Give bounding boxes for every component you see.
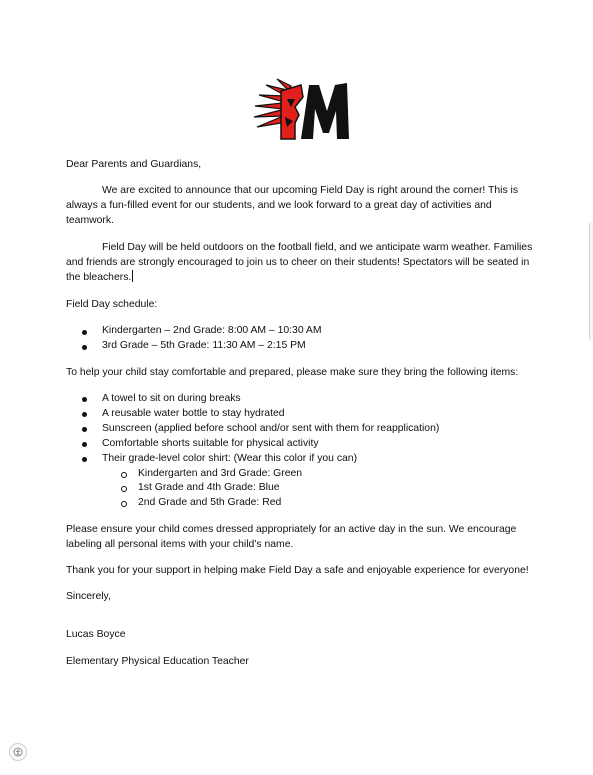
schedule-list [66, 324, 538, 354]
accessibility-icon [13, 747, 23, 757]
bullet-icon [82, 330, 87, 335]
list-item: Their grade-level color shirt: (Wear this color if you can) [66, 452, 538, 467]
schedule-heading: Field Day schedule: [66, 298, 158, 310]
circle-bullet-icon [121, 486, 127, 492]
paragraph-dress: Please ensure your child comes dressed appropriately for an active day in the sun. We encourage labeling all personal items with your child’s name. [66, 523, 517, 550]
list-item: 1st Grade and 4th Grade: Blue [66, 481, 538, 496]
list-item: Kindergarten – 2nd Grade: 8:00 AM – 10:30 AM [66, 324, 538, 339]
color-list [66, 467, 538, 512]
bullet-icon [82, 457, 87, 462]
circle-bullet-icon [121, 472, 127, 478]
list-item: A reusable water bottle to stay hydrated [66, 407, 538, 422]
paragraph-location[interactable]: Field Day will be held outdoors on the football field, and we anticipate warm weather. Families and friends are strongly encouraged to join us to cheer on their students! Spectators will be seated in the bleachers. [66, 241, 533, 284]
greeting: Dear Parents and Guardians, [66, 159, 202, 170]
signature-name: Lucas Boyce [66, 629, 126, 641]
bullet-icon [82, 412, 87, 417]
list-item: Kindergarten and 3rd Grade: Green [66, 467, 538, 482]
letter-body [66, 158, 538, 670]
closing: Sincerely, [66, 591, 111, 603]
school-logo-icon [251, 77, 351, 141]
items-list [66, 392, 538, 467]
list-item: 3rd Grade – 5th Grade: 11:30 AM – 2:15 PM [66, 339, 538, 354]
paragraph-thanks: Thank you for your support in helping make Field Day a safe and enjoyable experience for everyone! [66, 565, 529, 577]
signature-title: Elementary Physical Education Teacher [66, 655, 249, 667]
list-item: 2nd Grade and 5th Grade: Red [66, 496, 538, 511]
bullet-icon [82, 442, 87, 447]
list-item: Comfortable shorts suitable for physical activity [66, 437, 538, 452]
paragraph-intro: We are excited to announce that our upcoming Field Day is right around the corner! This is always a fun-filled event for our students, and we look forward to a great day of activities and teamwork. [66, 185, 519, 227]
items-intro: To help your child stay comfortable and prepared, please make sure they bring the following items: [66, 366, 519, 378]
list-item: Sunscreen (applied before school and/or sent with them for reapplication) [66, 422, 538, 437]
side-panel-handle[interactable] [589, 222, 593, 340]
bullet-icon [82, 427, 87, 432]
circle-bullet-icon [121, 501, 127, 507]
accessibility-button[interactable] [9, 743, 27, 761]
list-item: A towel to sit on during breaks [66, 392, 538, 407]
text-cursor [132, 270, 133, 282]
bullet-icon [82, 345, 87, 350]
bullet-icon [82, 397, 87, 402]
